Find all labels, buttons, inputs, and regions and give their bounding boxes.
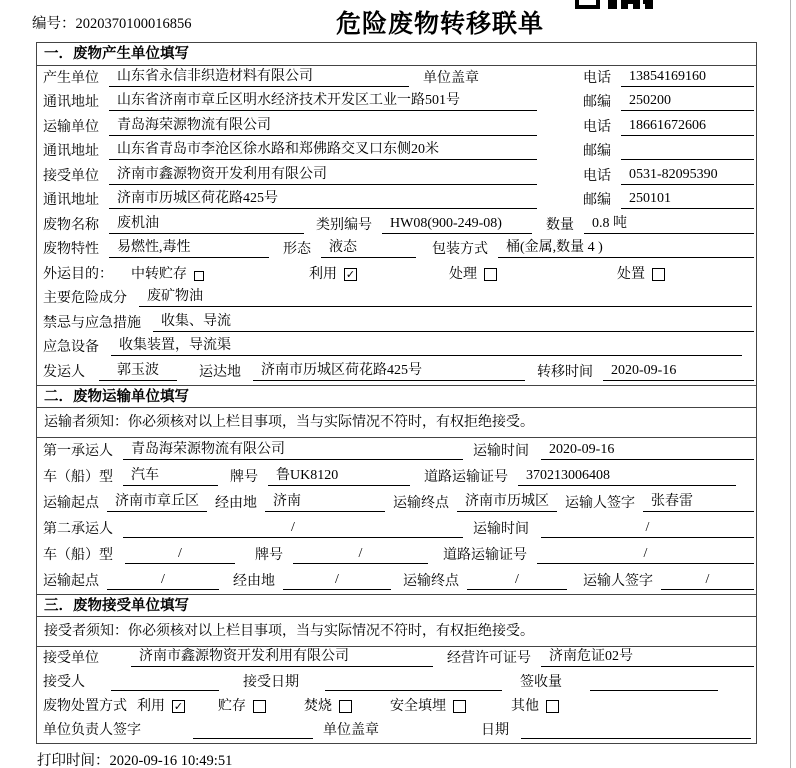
row-second-carrier — [37, 516, 756, 542]
row-producer-name — [37, 66, 756, 91]
producer-name-value: 山东省永信非织造材料有限公司 — [109, 65, 409, 87]
qr-code-icon — [575, 0, 653, 9]
disposal-landfill-label: 安全填埋 — [390, 699, 446, 715]
page-edge-divider — [790, 0, 791, 768]
purpose-option-dispose — [617, 263, 665, 283]
transport-date-2-value: / — [541, 520, 754, 538]
road-permit-1-label: 道路运输证号 — [424, 469, 508, 485]
producer-zip-label: 邮编 — [583, 95, 611, 110]
producer-zip-value: 250200 — [621, 93, 754, 111]
producer-address-label: 通讯地址 — [43, 95, 99, 110]
receiver-name-value: 济南市鑫源物资开发利用有限公司 — [109, 163, 537, 185]
vehicle-type-1-value: 汽车 — [123, 464, 218, 486]
disposal-landfill-checkbox — [453, 700, 466, 713]
disposal-option-utilize — [137, 695, 185, 715]
road-permit-1-value: 370213006408 — [518, 468, 736, 486]
row-emergency-measures — [37, 311, 756, 336]
section-3-title: 三．废物接受单位填写 — [37, 594, 756, 617]
row-route-2 — [37, 568, 756, 594]
route-origin-2-value: / — [107, 572, 219, 590]
producer-seal-label: 单位盖章 — [423, 70, 479, 86]
row-responsible-signature — [37, 719, 756, 743]
row-vehicle-2 — [37, 542, 756, 568]
emergency-measures-value: 收集、导流 — [153, 310, 754, 332]
hazard-component-value: 废矿物油 — [139, 285, 752, 307]
purpose-dispose-checkbox — [652, 268, 665, 281]
disposal-storage-label: 贮存 — [218, 699, 246, 715]
emergency-measures-label: 禁忌与应急措施 — [43, 315, 141, 331]
transporter-name-label: 运输单位 — [43, 119, 99, 135]
receiver-phone-label: 电话 — [583, 168, 611, 184]
producer-phone-label: 电话 — [583, 70, 611, 86]
disposal-option-incinerate — [304, 695, 352, 715]
acceptor-label: 接受人 — [43, 674, 85, 690]
accept-date-value — [325, 689, 502, 691]
seal-date-label: 日期 — [481, 723, 509, 739]
emergency-equipment-value: 收集装置，导流渠 — [111, 334, 742, 356]
receiver-name-label: 接受单位 — [43, 168, 99, 184]
route-via-1-value: 济南 — [265, 490, 385, 512]
transport-date-1-label: 运输时间 — [473, 443, 529, 459]
acceptor-value — [111, 689, 219, 691]
producer-address-value: 山东省济南市章丘区明水经济技术开发区工业一路501号 — [109, 89, 537, 111]
purpose-transit-storage-label: 中转贮存 — [131, 266, 187, 282]
route-end-2-label: 运输终点 — [403, 573, 459, 589]
waste-property-label: 废物特性 — [43, 242, 99, 257]
route-end-2-value: / — [467, 572, 567, 590]
seal-date-value — [521, 737, 751, 739]
accepting-unit-label: 接受单位 — [43, 650, 99, 666]
plate-number-1-value: 鲁UK8120 — [268, 464, 410, 486]
disposal-option-storage — [218, 695, 266, 715]
print-time-value: 2020-09-16 10:49:51 — [109, 753, 233, 768]
first-carrier-label: 第一承运人 — [43, 443, 113, 459]
route-origin-2-label: 运输起点 — [43, 573, 99, 589]
section-2-title: 二．废物运输单位填写 — [37, 385, 756, 408]
transporter-zip-value — [621, 158, 754, 160]
vehicle-type-1-label: 车（船）型 — [43, 469, 113, 485]
disposal-method-label: 废物处置方式 — [43, 699, 127, 715]
transporter-phone-label: 电话 — [583, 119, 611, 135]
receiver-notice: 接受者须知：你必须核对以上栏目事项，当与实际情况不符时，有权拒绝接受。 — [37, 617, 756, 647]
row-transporter-address — [37, 140, 756, 165]
hazard-component-label: 主要危险成分 — [43, 291, 127, 306]
row-receiver-name — [37, 164, 756, 189]
waste-property-value: 易燃性,毒性 — [109, 236, 269, 258]
row-route-1 — [37, 490, 756, 516]
row-producer-address — [37, 91, 756, 116]
row-accepting-unit — [37, 647, 756, 671]
print-time-label: 打印时间： — [37, 753, 110, 768]
purpose-option-treat — [449, 263, 497, 283]
purpose-option-utilize — [309, 263, 357, 283]
carrier-signature-2-value: / — [661, 572, 754, 590]
transporter-zip-label: 邮编 — [583, 144, 611, 159]
producer-name-label: 产生单位 — [43, 70, 99, 86]
waste-code-value: HW08(900-249-08) — [382, 216, 532, 234]
producer-phone-value: 13854169160 — [621, 69, 754, 87]
transporter-address-value: 山东省青岛市李沧区徐水路和郑佛路交叉口东侧20米 — [109, 138, 537, 160]
transporter-notice: 运输者须知：你必须核对以上栏目事项，当与实际情况不符时，有权拒绝接受。 — [37, 408, 756, 438]
waste-quantity-label: 数量 — [546, 217, 574, 233]
doc-number-value: 2020370100016856 — [75, 16, 192, 32]
print-time — [37, 749, 232, 768]
route-origin-1-value: 济南市章丘区 — [107, 490, 207, 512]
disposal-incinerate-checkbox — [339, 700, 352, 713]
waste-code-label: 类别编号 — [316, 217, 372, 233]
row-first-carrier — [37, 438, 756, 464]
responsible-signature-value — [193, 737, 313, 739]
transporter-address-label: 通讯地址 — [43, 144, 99, 159]
doc-number — [32, 12, 192, 33]
accepting-unit-value: 济南市鑫源物资开发利用有限公司 — [131, 645, 433, 667]
disposal-utilize-checkbox: ✓ — [173, 700, 184, 714]
transporter-name-value: 青岛海荣源物流有限公司 — [109, 114, 537, 136]
disposal-storage-checkbox — [253, 700, 266, 713]
row-hazard-component — [37, 287, 756, 312]
row-receiver-address — [37, 189, 756, 214]
transport-date-2-label: 运输时间 — [473, 521, 529, 537]
shipper-label: 发运人 — [43, 364, 85, 380]
route-via-2-label: 经由地 — [233, 573, 275, 589]
waste-packaging-label: 包装方式 — [432, 242, 488, 257]
road-permit-2-label: 道路运输证号 — [443, 547, 527, 563]
second-carrier-value: / — [123, 520, 463, 538]
receiver-zip-value: 250101 — [621, 191, 754, 209]
first-carrier-value: 青岛海荣源物流有限公司 — [123, 438, 463, 460]
route-end-1-label: 运输终点 — [393, 495, 449, 511]
route-via-1-label: 经由地 — [215, 495, 257, 511]
page-title: 危险废物转移联单 — [335, 10, 544, 38]
received-quantity-value — [590, 689, 718, 691]
row-acceptor — [37, 671, 756, 695]
disposal-other-checkbox — [546, 700, 559, 713]
unit-seal-label: 单位盖章 — [323, 723, 379, 739]
row-transfer-purpose — [37, 262, 756, 287]
waste-name-value: 废机油 — [109, 212, 304, 234]
plate-number-2-value: / — [293, 546, 428, 564]
destination-value: 济南市历城区荷花路425号 — [253, 359, 525, 381]
transfer-date-value: 2020-09-16 — [603, 363, 754, 381]
plate-number-2-label: 牌号 — [255, 547, 283, 563]
disposal-option-other — [511, 695, 559, 715]
purpose-option-transit-storage — [131, 263, 204, 283]
road-permit-2-value: / — [537, 546, 754, 564]
row-transporter-name — [37, 115, 756, 140]
route-origin-1-label: 运输起点 — [43, 495, 99, 511]
vehicle-type-2-value: / — [125, 546, 235, 564]
plate-number-1-label: 牌号 — [230, 469, 258, 485]
receiver-address-value: 济南市历城区荷花路425号 — [109, 187, 537, 209]
disposal-incinerate-label: 焚烧 — [304, 699, 332, 715]
transfer-purpose-label: 外运目的： — [43, 266, 113, 282]
disposal-option-landfill — [390, 695, 466, 715]
row-vehicle-1 — [37, 464, 756, 490]
purpose-transit-storage-checkbox — [194, 271, 204, 281]
waste-form-value: 液态 — [321, 236, 416, 258]
row-disposal-method — [37, 695, 756, 719]
transporter-phone-value: 18661672606 — [621, 118, 754, 136]
row-waste-name — [37, 213, 756, 238]
accept-date-label: 接受日期 — [243, 674, 299, 690]
row-emergency-equipment — [37, 336, 756, 361]
carrier-signature-2-label: 运输人签字 — [583, 573, 653, 589]
received-quantity-label: 签收量 — [520, 674, 562, 690]
row-waste-property — [37, 238, 756, 263]
doc-number-label: 编号： — [32, 16, 76, 32]
purpose-dispose-label: 处置 — [617, 266, 645, 282]
shipper-value: 郭玉波 — [99, 359, 177, 381]
responsible-signature-label: 单位负责人签字 — [43, 723, 141, 739]
emergency-equipment-label: 应急设备 — [43, 340, 99, 355]
business-license-value: 济南危证02号 — [541, 645, 754, 667]
waste-form-label: 形态 — [283, 242, 311, 257]
transport-date-1-value: 2020-09-16 — [541, 442, 754, 460]
second-carrier-label: 第二承运人 — [43, 521, 113, 537]
purpose-treat-label: 处理 — [449, 266, 477, 282]
disposal-utilize-label: 利用 — [137, 699, 165, 715]
carrier-signature-1-value: 张春雷 — [643, 490, 754, 512]
purpose-utilize-label: 利用 — [309, 266, 337, 282]
waste-name-label: 废物名称 — [43, 217, 99, 233]
purpose-treat-checkbox — [484, 268, 497, 281]
purpose-utilize-checkbox: ✓ — [345, 267, 356, 281]
waste-packaging-value: 桶(金属,数量 4 ) — [498, 236, 754, 258]
row-shipper — [37, 360, 756, 385]
section-1-title: 一．废物产生单位填写 — [37, 43, 756, 66]
transfer-date-label: 转移时间 — [537, 364, 593, 380]
receiver-phone-value: 0531-82095390 — [621, 167, 754, 185]
carrier-signature-1-label: 运输人签字 — [565, 495, 635, 511]
manifest-form — [36, 42, 757, 744]
receiver-address-label: 通讯地址 — [43, 193, 99, 208]
route-via-2-value: / — [283, 572, 391, 590]
disposal-other-label: 其他 — [511, 699, 539, 715]
route-end-1-value: 济南市历城区 — [457, 490, 557, 512]
destination-label: 运达地 — [199, 364, 241, 380]
business-license-label: 经营许可证号 — [447, 650, 531, 666]
vehicle-type-2-label: 车（船）型 — [43, 547, 113, 563]
waste-quantity-value: 0.8 吨 — [584, 212, 754, 234]
receiver-zip-label: 邮编 — [583, 193, 611, 208]
